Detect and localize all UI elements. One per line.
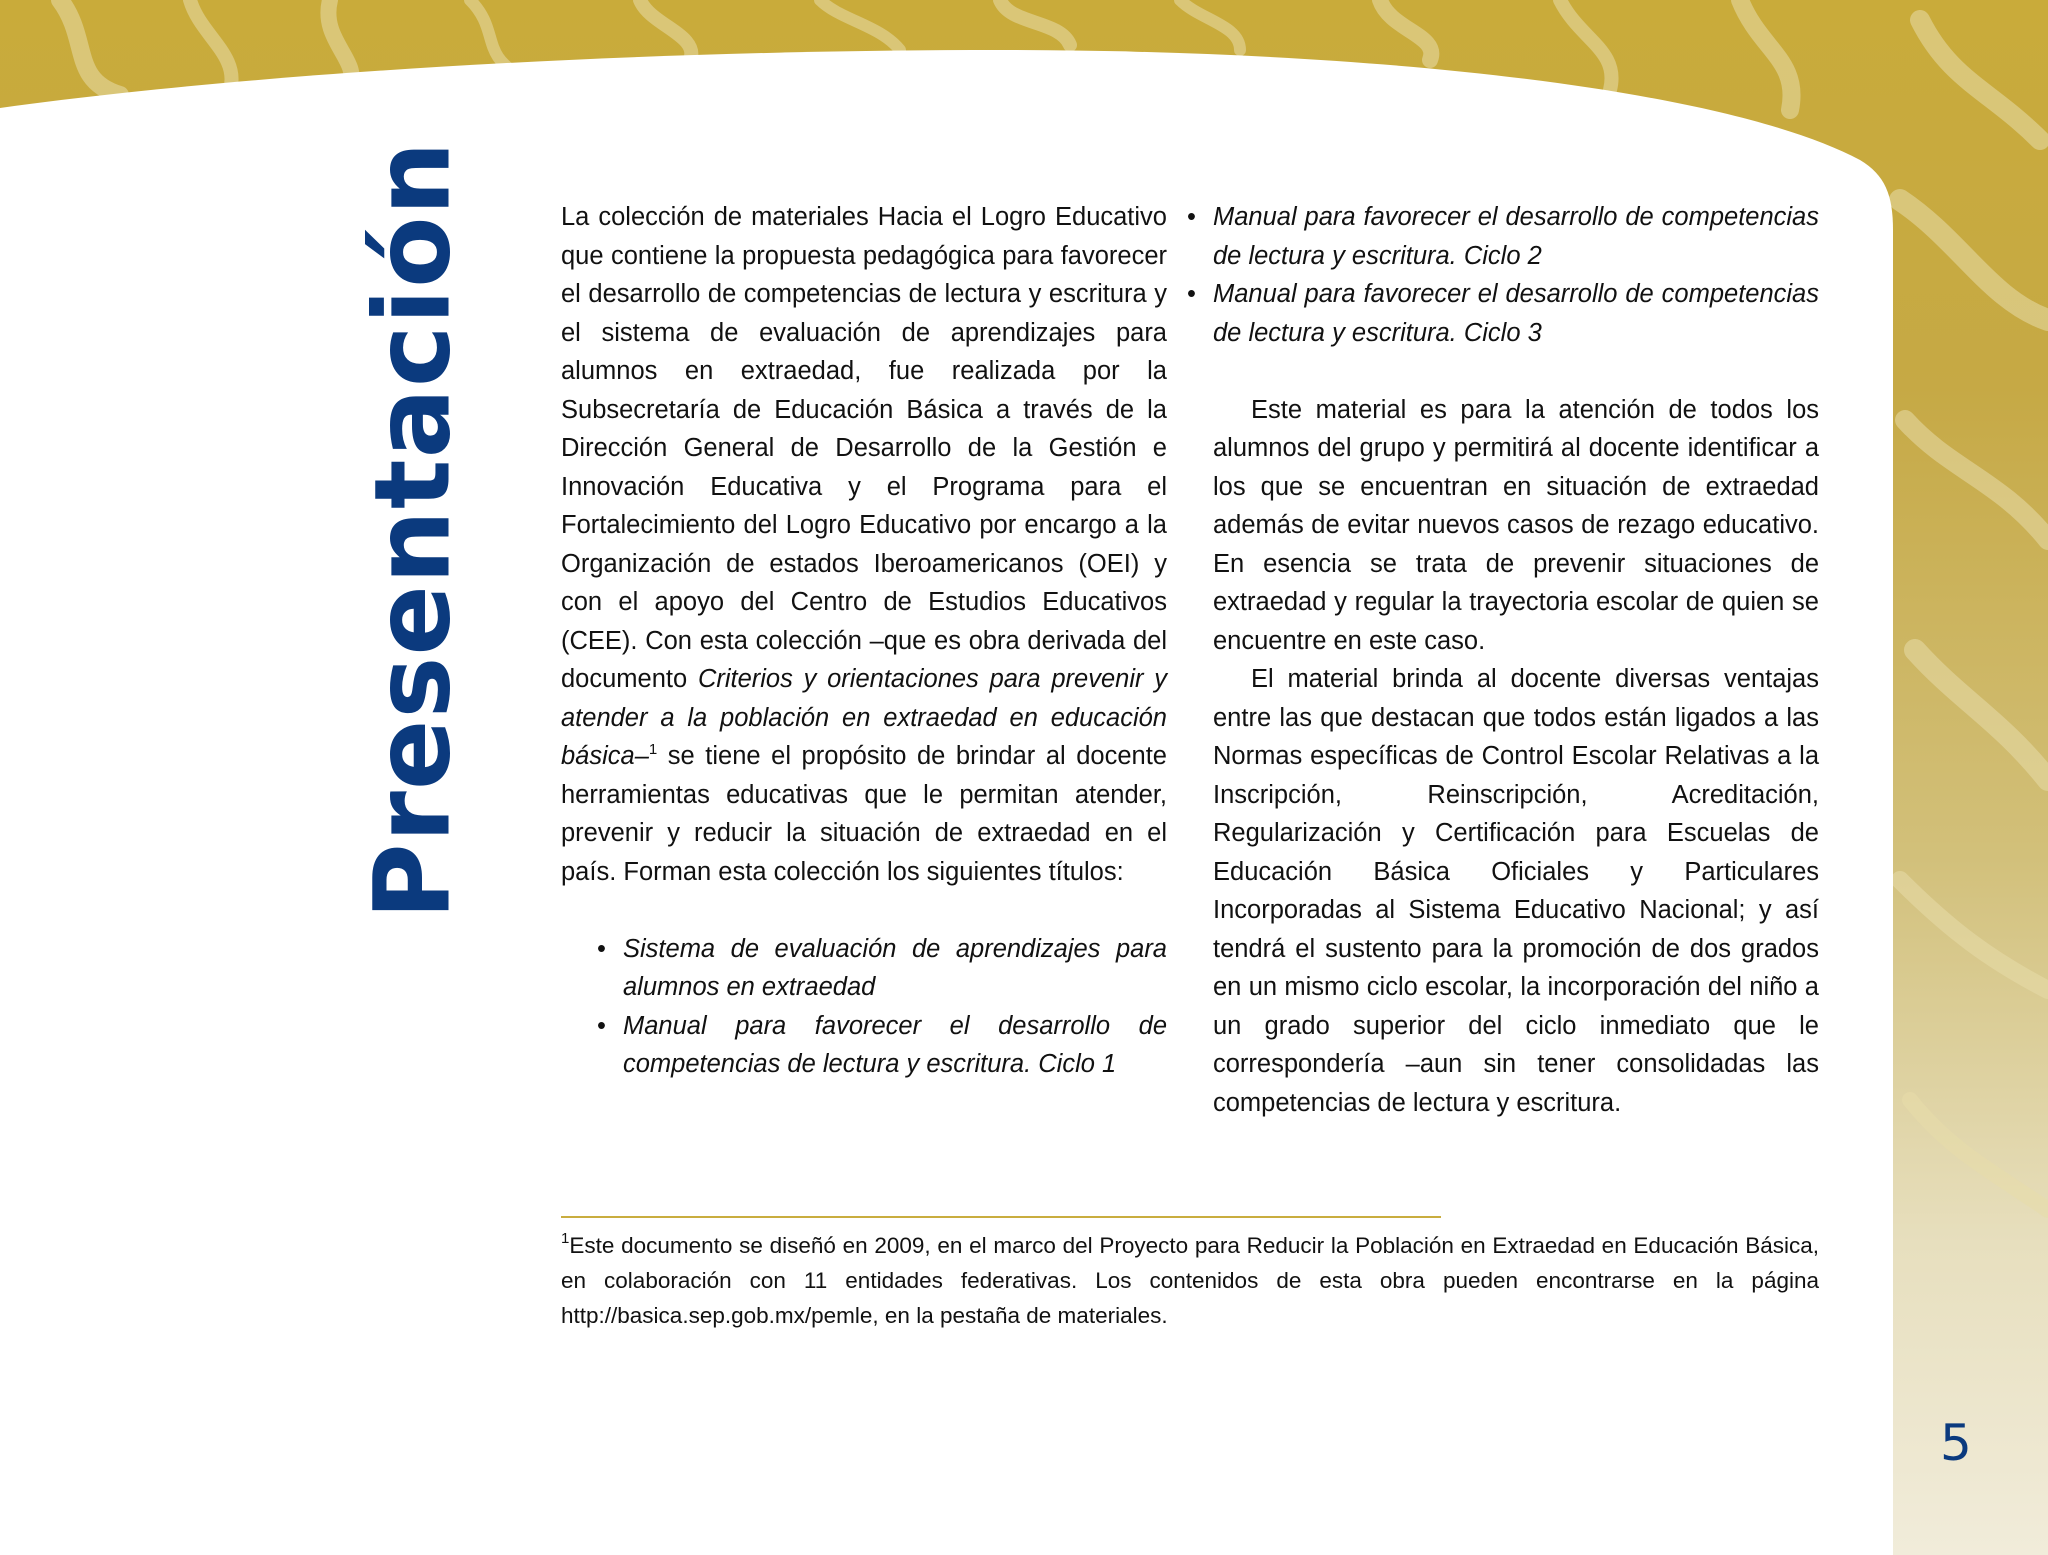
page-title-text: Presentación xyxy=(351,140,474,920)
right-column xyxy=(1151,198,1819,1122)
body-paragraph: El material brinda al docente diversas ventajas entre las que destacan que todos están ligados a las Normas específicas de Control Escolar Relativas a la Inscripción, Reinscripción, Acreditación, Regularización y Certificación para Escuelas de Educación Básica Oficiales y Particulares Incorporadas al Sistema Educativo Nacional; y así tendrá el sustento para la promoción de dos grados en un mismo ciclo escolar, la incorporación del niño a un grado superior del ciclo inmediato que le correspondería –aun sin tener consolidadas las competencias de lectura y escritura. xyxy=(1213,665,1819,1117)
collection-titles-list-continued xyxy=(1151,198,1819,352)
left-column xyxy=(561,198,1167,1084)
footnote-marker: 1 xyxy=(561,1230,570,1247)
intro-paragraph xyxy=(561,198,1167,891)
page-title xyxy=(351,140,474,920)
intro-text-continued: se tiene el propósito de brindar al docente herramientas educativas que le permitan atender, prevenir y reducir la situación de extraedad en el país. Forman esta colección los siguientes títulos: xyxy=(561,742,1167,886)
footnote-divider xyxy=(561,1216,1441,1218)
list-item: • Sistema de evaluación de aprendizajes para alumnos en extraedad xyxy=(561,930,1167,1007)
footnote-text: Este documento se diseñó en 2009, en el marco del Proyecto para Reducir la Población en Extraedad en Educación Básica, en colaboración con 11 entidades federativas. Los contenidos de esta obra pueden encontrarse en la página http://basica.sep.gob.mx/pemle, en la pestaña de materiales. xyxy=(561,1233,1819,1328)
body-paragraph: Este material es para la atención de todos los alumnos del grupo y permitirá al docente identificar a los que se encuentran en situación de extraedad además de evitar nuevos casos de rezago educativo. En esencia se trata de prevenir situaciones de extraedad y regular la trayectoria escolar de quien se encuentre en este caso. xyxy=(1213,395,1819,655)
footnote-reference: 1 xyxy=(648,741,658,758)
intro-italic-title: Criterios y orientaciones para prevenir y atender a la población en extraedad en educación básica– xyxy=(561,665,1167,770)
list-item: • Manual para favorecer el desarrollo de competencias de lectura y escritura. Ciclo 2 xyxy=(1151,198,1819,275)
intro-text: La colección de materiales Hacia el Logro Educativo que contiene la propuesta pedagógica para favorecer el desarrollo de competencias de lectura y escritura y el sistema de evaluación de aprendizajes para alumnos en extraedad, fue realizada por la Subsecretaría de Educación Básica a través de la Dirección General de Desarrollo de la Gestión e Innovación Educativa y el Programa para el Fortalecimiento del Logro Educativo por encargo a la Organización de estados Iberoamericanos (OEI) y con el apoyo del Centro de Estudios Educativos (CEE). Con esta colección –que es obra derivada del documento xyxy=(561,203,1167,693)
footnote xyxy=(561,1228,1819,1333)
page-number: 5 xyxy=(1940,1414,1972,1472)
list-item: • Manual para favorecer el desarrollo de competencias de lectura y escritura. Ciclo 3 xyxy=(1151,275,1819,352)
collection-titles-list xyxy=(561,930,1167,1084)
list-item: • Manual para favorecer el desarrollo de competencias de lectura y escritura. Ciclo 1 xyxy=(561,1007,1167,1084)
